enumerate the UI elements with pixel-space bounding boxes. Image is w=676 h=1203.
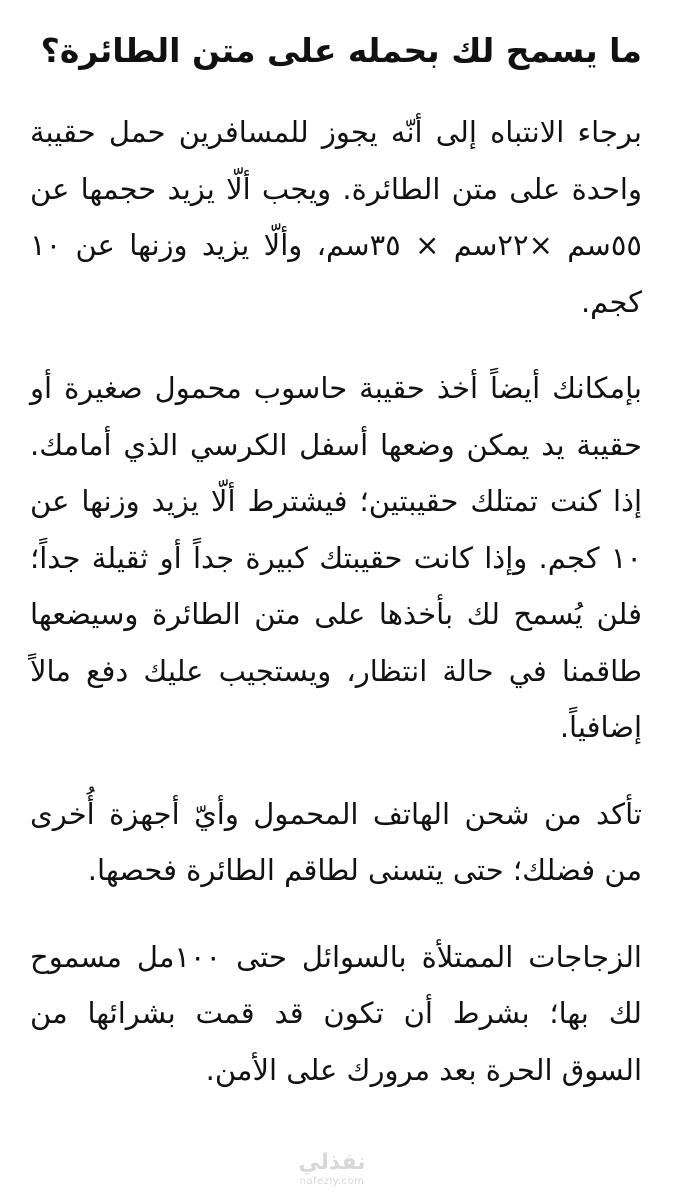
watermark-logo-text: نفذلي (298, 1150, 366, 1175)
paragraph-charge-devices: تأكد من شحن الهاتف المحمول وأيّ أجهزة أُخرى من فضلك؛ حتى يتسنى لطاقم الطائرة فحصها. (30, 796, 642, 887)
article-title: ما يسمح لك بحمله على متن الطائرة؟ (40, 31, 642, 70)
nafezly-watermark (292, 1150, 372, 1188)
paragraph-extra-bags: بإمكانك أيضاً أخذ حقيبة حاسوب محمول صغيرة أو حقيبة يد يمكن وضعها أسفل الكرسي الذي أمامك. إذا كنت تمتلك حقيبتين؛ فيشترط ألّا يزيد وزنها عن ١٠ كجم. وإذا كانت حقيبتك كبيرة جداً أو ثقيلة جداً؛ فلن يُسمح لك بأخذها على متن الطائرة وسيضعها طاقمنا في حالة انتظار، ويستجيب عليك دفع مالاً إضافياً. (30, 371, 642, 744)
paragraph-carry-on-allowance: برجاء الانتباه إلى أنّه يجوز للمسافرين حمل حقيبة واحدة على متن الطائرة. ويجب ألّا يزيد حجمها عن ٥٥سم ×٢٢سم × ٣٥سم، وألّا يزيد وزنها عن ١٠ كجم. (30, 115, 642, 319)
watermark-site: nafezly.com (299, 1176, 365, 1187)
paragraph-liquids: الزجاجات الممتلأة بالسوائل حتى ١٠٠مل مسموح لك بها؛ بشرط أن تكون قد قمت بشرائها من السوق الحرة بعد مرورك على الأمن. (30, 939, 642, 1087)
